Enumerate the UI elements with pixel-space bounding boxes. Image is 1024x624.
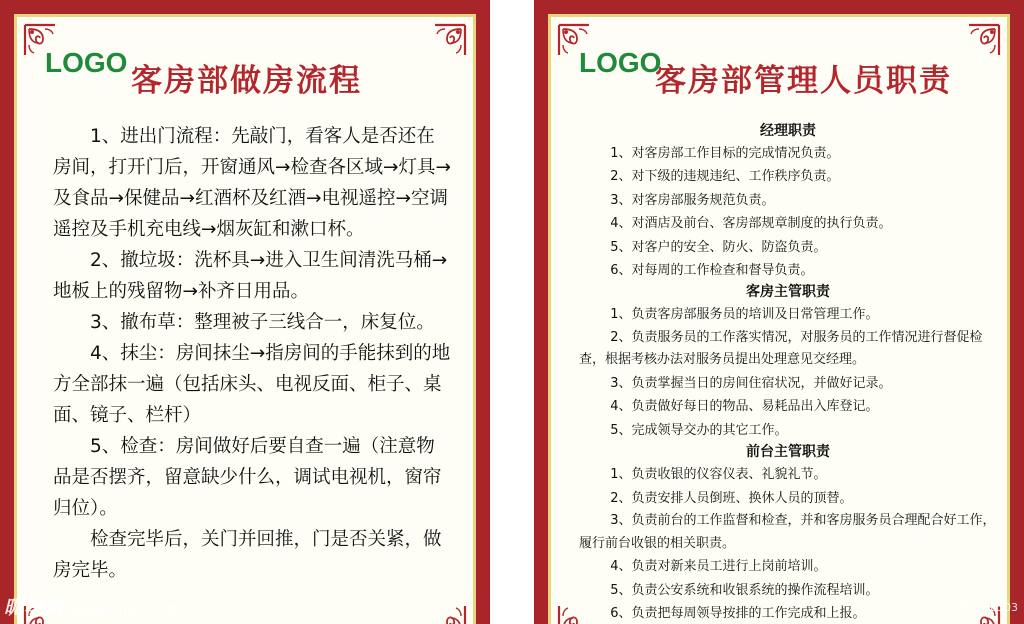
- page-title: 客房部管理人员职责: [655, 63, 952, 99]
- duty-item: 6、对每周的工作检查和督导负责。: [610, 263, 814, 279]
- duties-list: [579, 121, 997, 624]
- duty-item: 4、对酒店及前台、客房部规章制度的执行负责。: [610, 216, 892, 232]
- left-board: [0, 0, 490, 624]
- duty-item: 3、负责前台的工作监督和检查，并和客房服务员合理配合好工作，履行前台收银的相关职责。: [579, 513, 996, 551]
- duty-item: 1、对客房部工作目标的完成情况负责。: [610, 146, 840, 161]
- process-steps: [53, 121, 453, 586]
- duty-item: 2、负责服务员的工作落实情况，对服务员的工作情况进行督促检查，根据考核办法对服务员提出处理意见交经理。: [579, 329, 983, 368]
- watermark-brand: [4, 593, 181, 620]
- duty-item: 5、负责公安系统和收银系统的操作流程培训。: [610, 582, 879, 598]
- duty-item: 2、负责安排人员倒班、换休人员的顶替。: [610, 490, 853, 506]
- duty-item: 4、负责做好每日的物品、易耗品出入库登记。: [610, 399, 879, 415]
- page-title: 客房部做房流程: [131, 63, 362, 99]
- right-panel: [548, 14, 1010, 624]
- duty-item: 3、对客房部服务规范负责。: [610, 192, 775, 208]
- duty-item: 2、对下级的违规违纪、工作秩序负责。: [610, 169, 840, 185]
- duty-item: 6、负责把每周领导按排的工作完成和上报。: [610, 606, 866, 622]
- logo-text: LOGO: [45, 47, 128, 78]
- right-board: [534, 0, 1024, 624]
- step-paragraph: 检查完毕后，关门并回推，门是否关紧，做房完毕。: [53, 529, 442, 581]
- step-paragraph: 2、撤垃圾：洗杯具→进入卫生间清洗马桶→地板上的残留物→补齐日用品。: [53, 250, 448, 302]
- section-heading: 前台主管职责: [746, 444, 830, 461]
- step-paragraph: 1、进出门流程：先敲门，看客人是否还在房间，打开门后，开窗通风→检查各区域→灯具→及食品→保健品→红酒杯及红酒→电视遥控→空调遥控及手机充电线→烟灰缸和漱口杯。: [53, 126, 452, 240]
- duty-item: 3、负责掌握当日的房间住宿状况，并做好记录。: [610, 376, 892, 392]
- step-paragraph: 4、抹尘：房间抹尘→指房间的手能抹到的地方全部抹一遍（包括床头、电视反面、柜子、桌面、镜子、栏杆）: [53, 343, 451, 426]
- watermark-brand-name: 昵享网: [4, 597, 65, 619]
- corner-ornament-icon: [967, 23, 1001, 57]
- duty-item: 5、完成领导交办的其它工作。: [610, 422, 788, 438]
- duty-item: 1、负责客房部服务员的培训及日常管理工作。: [610, 307, 879, 323]
- corner-ornament-icon: [433, 23, 467, 57]
- left-panel: [14, 14, 476, 624]
- section-heading: 经理职责: [760, 123, 816, 139]
- section-heading: 客房主管职责: [746, 284, 830, 301]
- step-paragraph: 3、撤布草：整理被子三线合一，床复位。: [90, 312, 435, 333]
- duty-item: 4、负责对新来员工进行上岗前培训。: [610, 559, 827, 575]
- duty-item: 5、对客户的安全、防火、防盗负责。: [610, 239, 827, 255]
- logo-text: LOGO: [579, 47, 662, 78]
- step-paragraph: 5、检查：房间做好后要自查一遍（注意物品是否摆齐，留意缺少什么，调试电视机，窗帘归位）。: [53, 436, 442, 519]
- corner-ornament-icon: [433, 604, 467, 624]
- duty-item: 1、负责收银的仪容仪表、礼貌礼节。: [610, 467, 827, 483]
- watermark-url: www.nipic.com: [68, 600, 182, 618]
- watermark-id: 8080417262016503: [906, 601, 1018, 614]
